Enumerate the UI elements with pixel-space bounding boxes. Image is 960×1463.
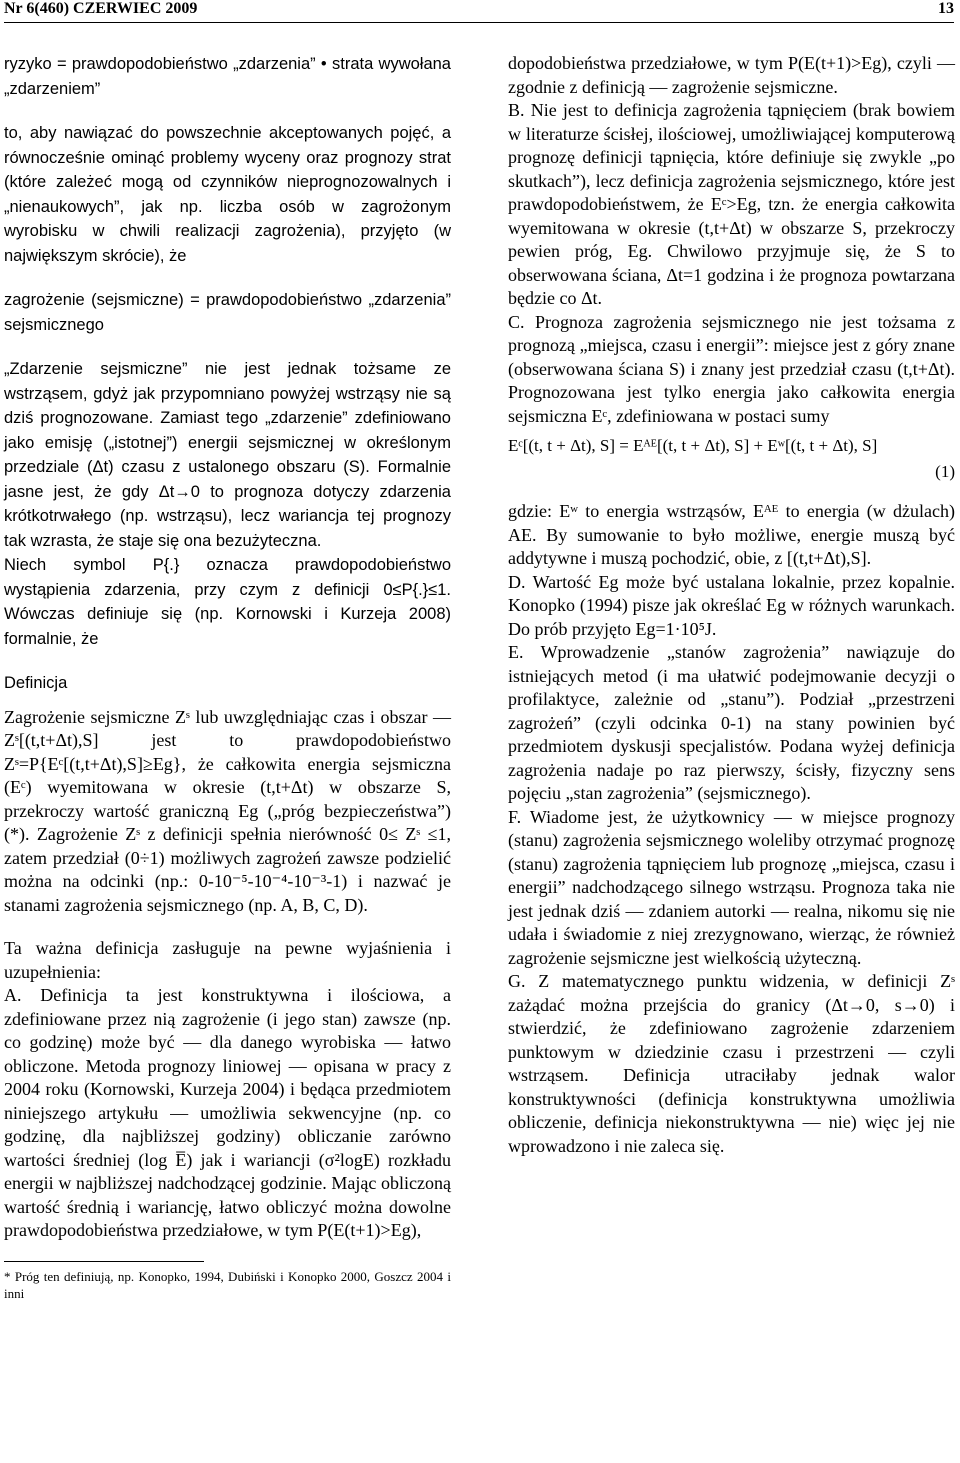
right-column	[508, 52, 955, 1158]
equation-1	[508, 436, 955, 490]
left-column	[4, 52, 451, 1302]
paragraph-continued: dopodobieństwa przedziałowe, w tym P(E(t+1)>Eg), czyli — zgodnie z definicją — zagrożenie sejsmiczne.	[508, 53, 955, 97]
paragraph-point-g: G. Z matematycznego punktu widzenia, w definicji Zˢ zażądać można przejścia do granicy (Δt→0, s→0) i stwierdzić, że zdefiniowano zagrożenie zdarzeniem punktowym w dziedzinie czasu i przestrzeni — czyli wstrząsem. Definicja utraciłaby jednak walor konstruktywności (definicja konstruktywna umożliwia obliczenie, definicja niekonstruktywna — nie) więc jej nie wprowadzono i nie zaleca się.	[508, 971, 955, 1156]
page-number: 13	[938, 0, 954, 17]
paragraph-point-f: F. Wiadome jest, że użytkownicy — w miejsce prognozy (stanu) zagrożenia sejsmicznego woleliby otrzymać prognozę (stanu) zagrożenia tąpnięciem lub prognozę „miejsca, czasu i energii” nadchodzącego silnego wstrząsu. Prognoza taka nie jest jednak dziś — zdaniem autorki — realna, nikomu się nie udała i świadomie z niej zrezygnowano, wierząc, że również zagrożenie sejsmiczne jest wielkością użyteczną.	[508, 806, 955, 968]
paragraph-where: gdzie: Eʷ to energia wstrząsów, Eᴬᴱ to energia (w dżulach) AE. By sumowanie to było możliwe, energie muszą być addytywne i muszą pochodzić, obie, z [(t,t+Δt),S].	[508, 501, 955, 568]
equation-body: Eᶜ[(t, t + Δt), S] = Eᴬᴱ[(t, t + Δt), S] + Eʷ[(t, t + Δt), S]	[508, 436, 878, 455]
footnote: * Próg ten definiują, np. Konopko, 1994, Dubiński i Konopko 2000, Goszcz 2004 i inni	[4, 1268, 451, 1301]
footnote-rule	[4, 1261, 204, 1262]
paragraph-point-c: C. Prognoza zagrożenia sejsmicznego nie jest tożsama z prognozą „miejsca, czasu i energii”: miejsce jest z góry znane (obserwowana ściana S) i znany jest przedział czasu (t,t+Δt). Prognozowana jest tylko energia jako całkowita energia sejsmiczna Eᶜ, zdefiniowana w postaci sumy	[508, 311, 955, 426]
equation-number: (1)	[935, 462, 955, 481]
paragraph-intro: to, aby nawiązać do powszechnie akceptowanych pojęć, a równocześnie ominąć problemy wyceny oraz prognozy strat (które zależeć mogą od czynników nieprognozowalnych i „nienaukowych”, jak np. liczba osób w zagrożonym wyrobisku w chwili realizacji zagrożenia), przyjęto (w największym skrócie), że	[4, 124, 451, 265]
paragraph-point-b: B. Nie jest to definicja zagrożenia tąpnięciem (brak bowiem w literaturze ścisłej, ilościowej, umożliwiającej komputerową prognozę definicji tąpnięcia, które definiuje się zwykle „po skutkach”), lecz definicja zagrożenia sejsmicznego, które jest prawdopodobieństwem, że Eᶜ>Eg, tzn. że energia całkowita wyemitowana w okresie (t,t+Δt) w obszarze S, przekroczy pewien próg, Eg. Chwilowo przyjmuje się, że S to obserwowana ściana, Δt=1 godzina i że prognoza powtarzana będzie co Δt.	[508, 100, 955, 308]
paragraph-point-a: A. Definicja ta jest konstruktywna i ilościowa, a zdefiniowane przez nią zagrożenie (i jego stan) zawsze (np. co godzinę) może być — dla danego wyrobiska — łatwo obliczone. Metoda prognozy liniowej — opisana w pracy z 2004 roku (Kornowski, Kurzeja 2004) i będąca przedmiotem niniejszego artykułu — umożliwia sekwencyjne (np. co godzinę, dla najbliższej godziny) obliczanie zarówno wartości średniej (log E̅) jak i wariancji (σ²logE) rozkładu energii w najbliższej nadchodzącej godzinie. Mając obliczoną wartość średnią i wariancję, łatwo obliczyć można dowolne prawdopodobieństwa przedziałowe, w tym P(E(t+1)>Eg),	[4, 985, 451, 1240]
paragraph-point-d: D. Wartość Eg może być ustalana lokalnie, przez kopalnie. Konopko (1994) pisze jak określać Eg w różnych warunkach. Do prób przyjęto Eg=1·10⁵J.	[508, 571, 955, 639]
definition-body: Zagrożenie sejsmiczne Zˢ lub uwzględniając czas i obszar — Zˢ[(t,t+Δt),S] jest to prawdopodobieństwo Zˢ=P{Eᶜ[(t,t+Δt),S]≥Eg}, że całkowita energia sejsmiczna (Eᶜ) wyemitowana w okresie (t,t+Δt) w obszarze S, przekroczy wartość graniczną Eg („próg bezpieczeństwa”) (*). Zagrożenie Zˢ z definicji spełnia nierówność 0≤ Zˢ ≤1, zatem przedział (0÷1) możliwych zagrożeń zawsze podzielić można na odcinki (np.: 0-10⁻⁵-10⁻⁴-10⁻³-1) i nazwać je stanami zagrożenia sejsmicznego (np. A, B, C, D).	[4, 706, 451, 915]
journal-issue: Nr 6(460) CZERWIEC 2009	[4, 0, 198, 17]
definition-title: Definicja	[4, 674, 68, 692]
page-header	[4, 0, 954, 23]
risk-formula-text: ryzyko = prawdopodobieństwo „zdarzenia” • strata wywołana „zdarzeniem”	[4, 55, 451, 98]
paragraph-explanations: Ta ważna definicja zasługuje na pewne wyjaśnienia i uzupełnienia:	[4, 938, 451, 982]
paragraph-seismic-event: „Zdarzenie sejsmiczne” nie jest jednak tożsame ze wstrząsem, gdyż jak przypomniano powyżej wstrząsy nie są dziś prognozowane. Zamiast tego „zdarzenie” zdefiniowano jako emisję („istotnej”) energii sejsmicznej w określonym przedziale (Δt) czasu z ustalonego obszaru (S). Formalnie jasne jest, że gdy Δt→0 to prognoza dotyczy zdarzenia krótkotrwałego (np. wstrząsu), lecz wariancja tej prognozy tak wzrasta, że staje się ona bezużyteczna.	[4, 360, 451, 550]
paragraph-probability: Niech symbol P{.} oznacza prawdopodobieństwo wystąpienia zdarzenia, przy czym z definicji 0≤P{.}≤1. Wówczas definiuje się (np. Kornowski i Kurzeja 2008) formalnie, że	[4, 556, 451, 648]
hazard-formula-text: zagrożenie (sejsmiczne) = prawdopodobieństwo „zdarzenia” sejsmicznego	[4, 291, 451, 334]
paragraph-point-e: E. Wprowadzenie „stanów zagrożenia” nawiązuje do istniejących metod (i ma ułatwić podejmowanie decyzji o profilaktyce, zależnie od „stanu”). Podział „przestrzeni zagrożeń” (czyli odcinka 0-1) na stany powinien być przedmiotem dyskusji specjalistów. Podana wyżej definicja zagrożenia nadaje po raz pierwszy, ścisły, fizyczny sens pojęciu „stan zagrożenia” (sejsmicznego).	[508, 642, 955, 803]
